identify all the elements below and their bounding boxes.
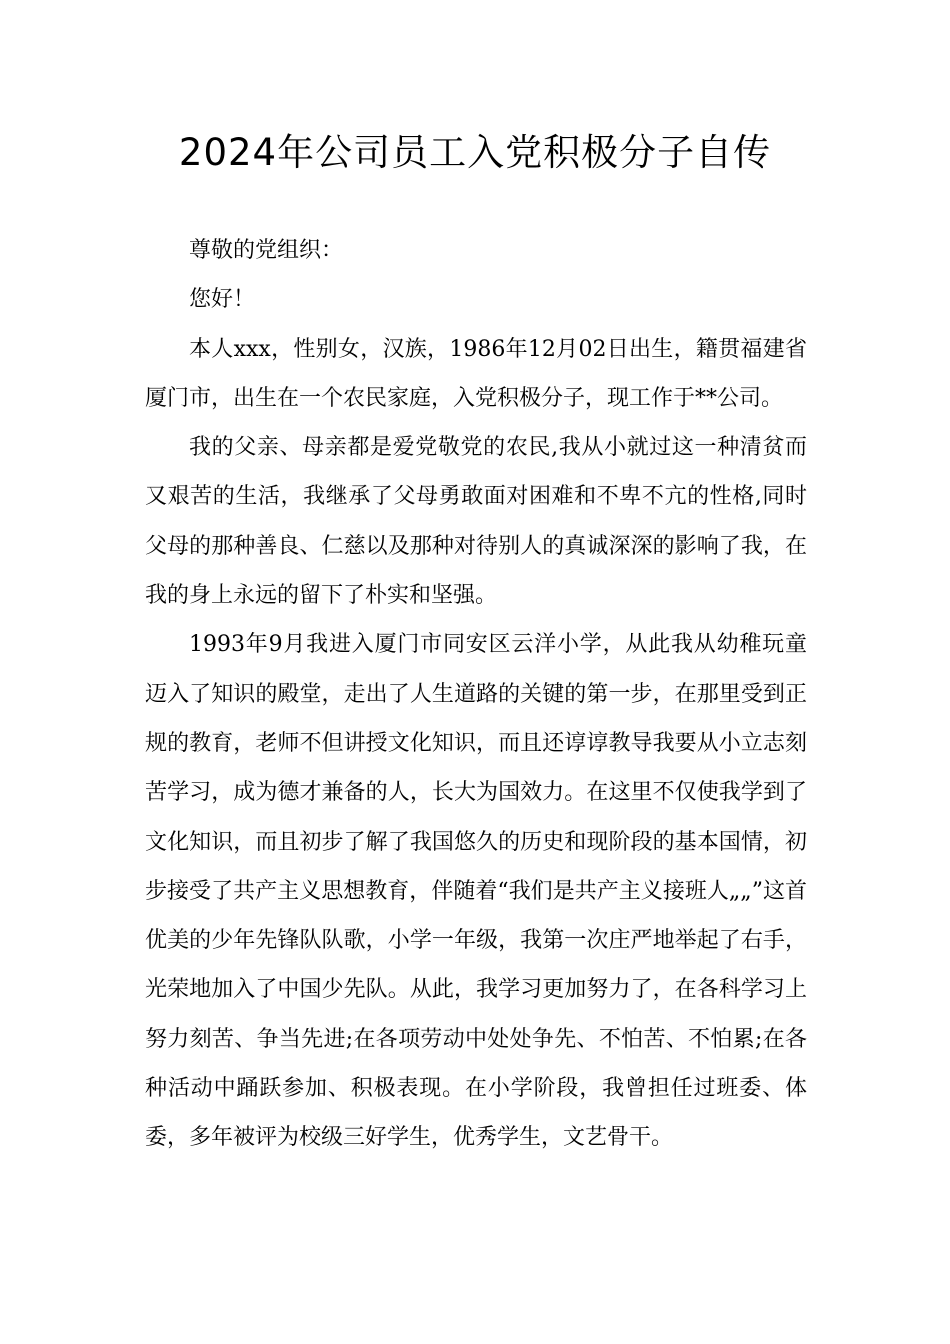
salutation: 尊敬的党组织： bbox=[189, 238, 344, 263]
document-body bbox=[145, 226, 807, 1163]
paragraph-primary-school: 1993年9月我进入厦门市同安区云洋小学，从此我从幼稚玩童迈入了知识的殿堂，走出了人生道路的关键的第一步，在那里受到正规的教育，老师不但讲授文化知识，而且还谆谆教导我要从小立志刻苦学习，成为德才兼备的人，长大为国效力。在这里不仅使我学到了文化知识，而且初步了解了我国悠久的历史和现阶段的基本国情，初步接受了共产主义思想教育，伴随着“我们是共产主义接班人„„”这首优美的少年先锋队队歌，小学一年级，我第一次庄严地举起了右手，光荣地加入了中国少先队。从此，我学习更加努力了，在各科学习上努力刻苦、争当先进;在各项劳动中处处争先、不怕苦、不怕累;在各种活动中踊跃参加、积极表现。在小学阶段，我曾担任过班委、体委，多年被评为校级三好学生，优秀学生，文艺骨干。 bbox=[145, 632, 807, 1151]
greeting: 您好！ bbox=[189, 287, 256, 313]
paragraph-family: 我的父亲、母亲都是爱党敬党的农民,我从小就过这一种清贫而又艰苦的生活，我继承了父母勇敢面对困难和不卑不亢的性格,同时父母的那种善良、仁慈以及那种对待别人的真诚深深的影响了我，在我的身上永远的留下了朴实和坚强。 bbox=[145, 435, 807, 609]
document-title: 2024年公司员工入党积极分子自传 bbox=[178, 131, 772, 174]
paragraph-intro: 本人xxx，性别女，汉族，1986年12月02日出生，籍贯福建省厦门市，出生在一个农民家庭，入党积极分子，现工作于**公司。 bbox=[145, 336, 807, 411]
